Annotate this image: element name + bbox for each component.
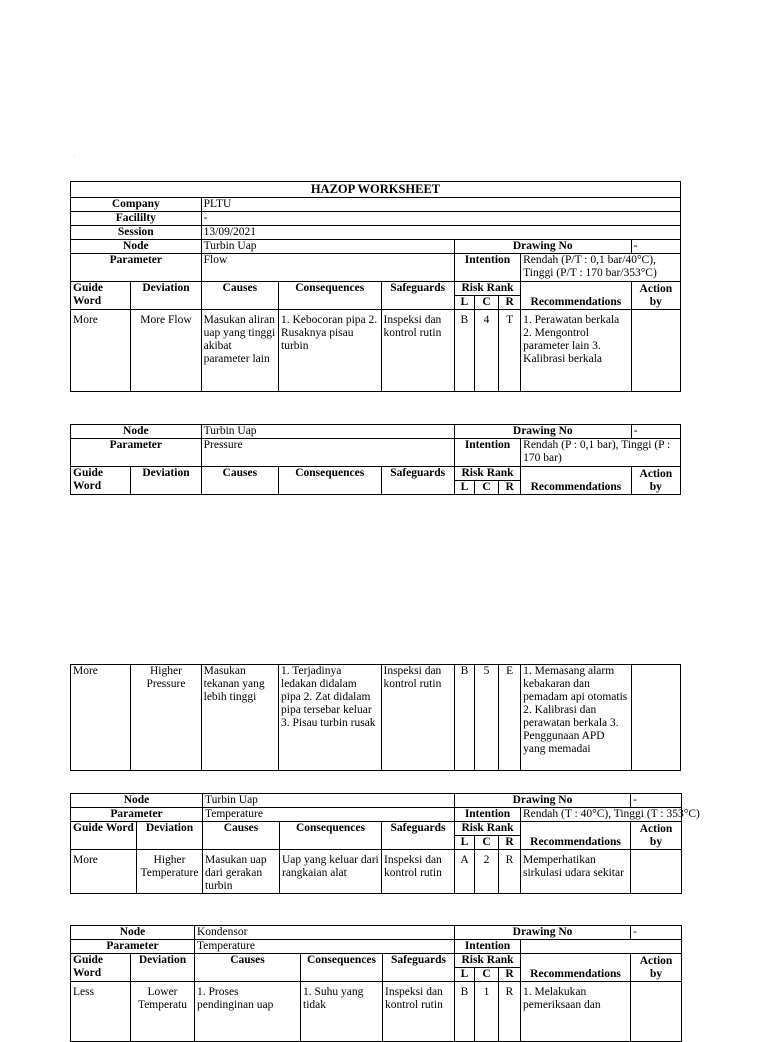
col-consequences: Consequences xyxy=(301,954,383,982)
intention-value: Rendah (P : 0,1 bar), Tinggi (P : 170 bar) xyxy=(521,439,681,467)
guide-word-cell: More xyxy=(71,850,137,894)
drawing-no-value: - xyxy=(631,794,682,808)
facility-label: Facililty xyxy=(71,212,202,226)
col-consequences: Consequences xyxy=(279,282,382,310)
col-c: C xyxy=(475,836,499,850)
parameter-label: Parameter xyxy=(71,940,195,954)
node-label: Node xyxy=(71,794,203,808)
col-action-by: Action by xyxy=(631,282,680,310)
facility-value: - xyxy=(201,212,680,226)
col-safeguards: Safeguards xyxy=(381,282,454,310)
consequences-cell: Uap yang keluar dari rangkaian alat xyxy=(280,850,382,894)
col-causes: Causes xyxy=(201,282,278,310)
safeguards-cell: Inspeksi dan kontrol rutin xyxy=(382,850,455,894)
deviation-cell: Higher Temperature xyxy=(137,850,203,894)
col-r: R xyxy=(499,481,521,495)
col-risk-rank: Risk Rank xyxy=(455,954,521,968)
col-risk-rank: Risk Rank xyxy=(455,822,521,836)
col-action-by: Action by xyxy=(631,822,682,850)
col-l: L xyxy=(455,836,475,850)
col-guide-word: Guide Word xyxy=(71,954,131,982)
risk-c-cell: 1 xyxy=(475,982,499,1042)
session-label: Session xyxy=(71,226,202,240)
causes-cell: Masukan uap dari gerakan turbin xyxy=(203,850,280,894)
company-value: PLTU xyxy=(201,198,680,212)
table-row xyxy=(71,310,681,392)
col-action-by: Action by xyxy=(631,467,680,495)
parameter-value: Temperature xyxy=(203,808,455,822)
guide-word-cell: More xyxy=(71,310,131,392)
col-c: C xyxy=(475,968,499,982)
node-label: Node xyxy=(71,425,202,439)
col-r: R xyxy=(499,836,521,850)
guide-word-cell: Less xyxy=(71,982,131,1042)
node-value: Kondensor xyxy=(195,926,455,940)
recommendations-cell: 1. Memasang alarm kebakaran dan pemadam api otomatis 2. Kalibrasi dan perawatan berkala 3. Penggunaan APD yang memadai xyxy=(521,665,632,771)
node-value: Turbin Uap xyxy=(201,240,454,254)
col-c: C xyxy=(474,296,498,310)
drawing-no-label: Drawing No xyxy=(455,794,631,808)
col-risk-rank: Risk Rank xyxy=(454,282,520,296)
risk-c-cell: 2 xyxy=(475,850,499,894)
safeguards-cell: Inspeksi dan kontrol rutin xyxy=(383,982,455,1042)
col-recommendations: Recommendations xyxy=(521,467,632,495)
node-label: Node xyxy=(71,240,202,254)
safeguards-cell: Inspeksi dan kontrol rutin xyxy=(381,310,454,392)
causes-cell: 1. Proses pendinginan uap xyxy=(195,982,301,1042)
col-action-by: Action by xyxy=(631,954,682,982)
col-recommendations: Recommendations xyxy=(521,954,631,982)
risk-c-cell: 4 xyxy=(474,310,498,392)
action-by-cell xyxy=(631,310,680,392)
intention-value: Rendah (P/T : 0,1 bar/40°C), Tinggi (P/T : 170 bar/353°C) xyxy=(521,254,681,282)
risk-r-cell: E xyxy=(499,665,521,771)
worksheet-title: HAZOP WORKSHEET xyxy=(71,182,681,198)
col-recommendations: Recommendations xyxy=(521,282,632,310)
parameter-label: Parameter xyxy=(71,808,203,822)
intention-label: Intention xyxy=(455,940,521,954)
parameter-value: Pressure xyxy=(201,439,454,467)
col-guide-word: Guide Word xyxy=(71,822,137,850)
risk-r-cell: R xyxy=(499,982,521,1042)
worksheet-section-flow xyxy=(70,181,681,392)
intention-value: Rendah (T : 40°C), Tinggi (T : 353°C) xyxy=(521,808,682,822)
parameter-value: Temperature xyxy=(195,940,455,954)
node-label: Node xyxy=(71,926,195,940)
intention-label: Intention xyxy=(455,808,521,822)
col-safeguards: Safeguards xyxy=(382,822,455,850)
consequences-cell: 1. Terjadinya ledakan didalam pipa 2. Zat didalam pipa tersebar keluar 3. Pisau turbin rusak xyxy=(279,665,382,771)
col-deviation: Deviation xyxy=(131,467,201,495)
drawing-no-value: - xyxy=(631,240,680,254)
risk-l-cell: B xyxy=(454,665,474,771)
parameter-label: Parameter xyxy=(71,439,202,467)
safeguards-cell: Inspeksi dan kontrol rutin xyxy=(381,665,454,771)
parameter-label: Parameter xyxy=(71,254,202,282)
col-deviation: Deviation xyxy=(131,954,195,982)
intention-value xyxy=(521,940,682,954)
worksheet-section-kondensor xyxy=(70,925,681,1024)
col-l: L xyxy=(454,481,474,495)
drawing-no-label: Drawing No xyxy=(454,240,631,254)
causes-cell: Masukan tekanan yang lebih tinggi xyxy=(201,665,278,771)
parameter-value: Flow xyxy=(201,254,454,282)
col-safeguards: Safeguards xyxy=(383,954,455,982)
col-consequences: Consequences xyxy=(280,822,382,850)
col-safeguards: Safeguards xyxy=(381,467,454,495)
worksheet-section-temperature xyxy=(70,793,700,894)
intention-label: Intention xyxy=(454,439,520,467)
col-causes: Causes xyxy=(201,467,278,495)
stray-mark: . xyxy=(74,152,76,158)
deviation-cell: Higher Pressure xyxy=(131,665,201,771)
col-risk-rank: Risk Rank xyxy=(454,467,520,481)
guide-word-cell: More xyxy=(71,665,131,771)
col-l: L xyxy=(454,296,474,310)
col-deviation: Deviation xyxy=(131,282,201,310)
consequences-cell: 1. Kebocoran pipa 2. Rusaknya pisau turbin xyxy=(279,310,382,392)
intention-label: Intention xyxy=(454,254,520,282)
table-row xyxy=(71,665,681,771)
table-row xyxy=(71,850,682,894)
risk-c-cell: 5 xyxy=(474,665,498,771)
risk-r-cell: R xyxy=(499,850,521,894)
node-value: Turbin Uap xyxy=(203,794,455,808)
col-recommendations: Recommendations xyxy=(521,822,631,850)
risk-r-cell: T xyxy=(499,310,521,392)
col-deviation: Deviation xyxy=(137,822,203,850)
node-value: Turbin Uap xyxy=(201,425,454,439)
col-consequences: Consequences xyxy=(279,467,382,495)
recommendations-cell: 1. Melakukan pemeriksaan dan xyxy=(521,982,631,1042)
risk-l-cell: A xyxy=(455,850,475,894)
col-r: R xyxy=(499,968,521,982)
worksheet-section-pressure-row xyxy=(70,664,681,771)
session-value: 13/09/2021 xyxy=(201,226,680,240)
col-c: C xyxy=(474,481,498,495)
worksheet-section-pressure-header xyxy=(70,424,681,495)
drawing-no-value: - xyxy=(631,425,680,439)
col-causes: Causes xyxy=(203,822,280,850)
consequences-cell: 1. Suhu yang tidak xyxy=(301,982,383,1042)
col-l: L xyxy=(455,968,475,982)
recommendations-cell: 1. Perawatan berkala 2. Mengontrol parameter lain 3. Kalibrasi berkala xyxy=(521,310,632,392)
drawing-no-value: - xyxy=(631,926,682,940)
recommendations-cell: Memperhatikan sirkulasi udara sekitar xyxy=(521,850,631,894)
risk-l-cell: B xyxy=(455,982,475,1042)
action-by-cell xyxy=(631,665,680,771)
drawing-no-label: Drawing No xyxy=(455,926,631,940)
col-r: R xyxy=(499,296,521,310)
causes-cell: Masukan aliran uap yang tinggi akibat parameter lain xyxy=(201,310,278,392)
col-guide-word: Guide Word xyxy=(71,467,131,495)
drawing-no-label: Drawing No xyxy=(454,425,631,439)
action-by-cell xyxy=(631,982,682,1042)
deviation-cell: More Flow xyxy=(131,310,201,392)
company-label: Company xyxy=(71,198,202,212)
table-row xyxy=(71,982,682,1042)
risk-l-cell: B xyxy=(454,310,474,392)
action-by-cell xyxy=(631,850,682,894)
deviation-cell: Lower Temperatu xyxy=(131,982,195,1042)
col-causes: Causes xyxy=(195,954,301,982)
col-guide-word: Guide Word xyxy=(71,282,131,310)
